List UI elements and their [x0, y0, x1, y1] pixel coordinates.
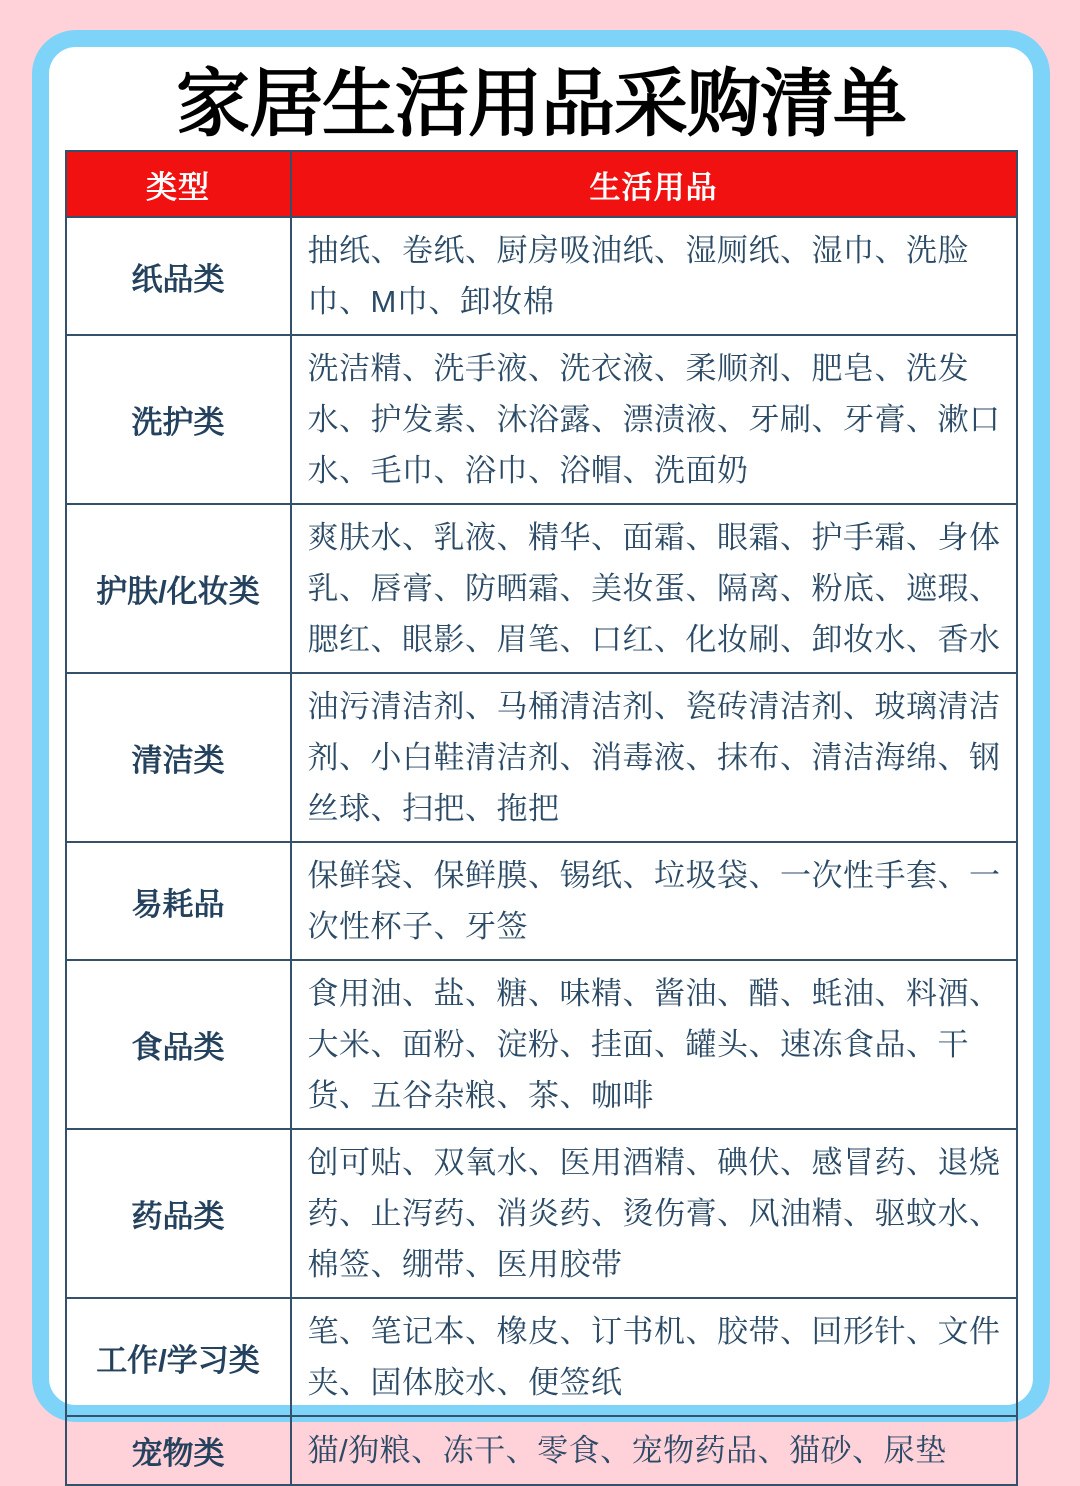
table-row-pets: [66, 1416, 1017, 1485]
items-cell: 笔、笔记本、橡皮、订书机、胶带、回形针、文件夹、固体胶水、便签纸: [291, 1298, 1017, 1416]
table-row-work-study: [66, 1298, 1017, 1416]
items-cell: 创可贴、双氧水、医用酒精、碘伏、感冒药、退烧药、止泻药、消炎药、烫伤膏、风油精、驱蚊水、棉签、绷带、医用胶带: [291, 1129, 1017, 1298]
items-cell: 爽肤水、乳液、精华、面霜、眼霜、护手霜、身体乳、唇膏、防晒霜、美妆蛋、隔离、粉底、遮瑕、腮红、眼影、眉笔、口红、化妆刷、卸妆水、香水: [291, 504, 1017, 673]
category-cell: 药品类: [66, 1129, 291, 1298]
table-row-consumables: [66, 842, 1017, 960]
column-header-items: 生活用品: [291, 151, 1017, 217]
category-cell: 宠物类: [66, 1416, 291, 1485]
table-row-food: [66, 960, 1017, 1129]
category-cell: 纸品类: [66, 217, 291, 335]
table-header-row: [66, 151, 1017, 217]
table-row-medicine: [66, 1129, 1017, 1298]
category-cell: 工作/学习类: [66, 1298, 291, 1416]
items-cell: 猫/狗粮、冻干、零食、宠物药品、猫砂、尿垫: [291, 1416, 1017, 1485]
category-cell: 护肤/化妆类: [66, 504, 291, 673]
page-title: 家居生活用品采购清单: [176, 62, 906, 145]
category-cell: 清洁类: [66, 673, 291, 842]
items-cell: 食用油、盐、糖、味精、酱油、醋、蚝油、料酒、大米、面粉、淀粉、挂面、罐头、速冻食品、干货、五谷杂粮、茶、咖啡: [291, 960, 1017, 1129]
category-cell: 易耗品: [66, 842, 291, 960]
shopping-list-table: [65, 150, 1018, 1486]
items-cell: 抽纸、卷纸、厨房吸油纸、湿厕纸、湿巾、洗脸巾、M巾、卸妆棉: [291, 217, 1017, 335]
items-cell: 洗洁精、洗手液、洗衣液、柔顺剂、肥皂、洗发水、护发素、沐浴露、漂渍液、牙刷、牙膏、漱口水、毛巾、浴巾、浴帽、洗面奶: [291, 335, 1017, 504]
category-cell: 洗护类: [66, 335, 291, 504]
content-card: [32, 30, 1050, 1472]
table-row-cleaning: [66, 673, 1017, 842]
table-row-skincare-makeup: [66, 504, 1017, 673]
items-cell: 油污清洁剂、马桶清洁剂、瓷砖清洁剂、玻璃清洁剂、小白鞋清洁剂、消毒液、抹布、清洁海绵、钢丝球、扫把、拖把: [291, 673, 1017, 842]
category-cell: 食品类: [66, 960, 291, 1129]
items-cell: 保鲜袋、保鲜膜、锡纸、垃圾袋、一次性手套、一次性杯子、牙签: [291, 842, 1017, 960]
table-row-paper: [66, 217, 1017, 335]
table-row-washcare: [66, 335, 1017, 504]
column-header-type: 类型: [66, 151, 291, 217]
